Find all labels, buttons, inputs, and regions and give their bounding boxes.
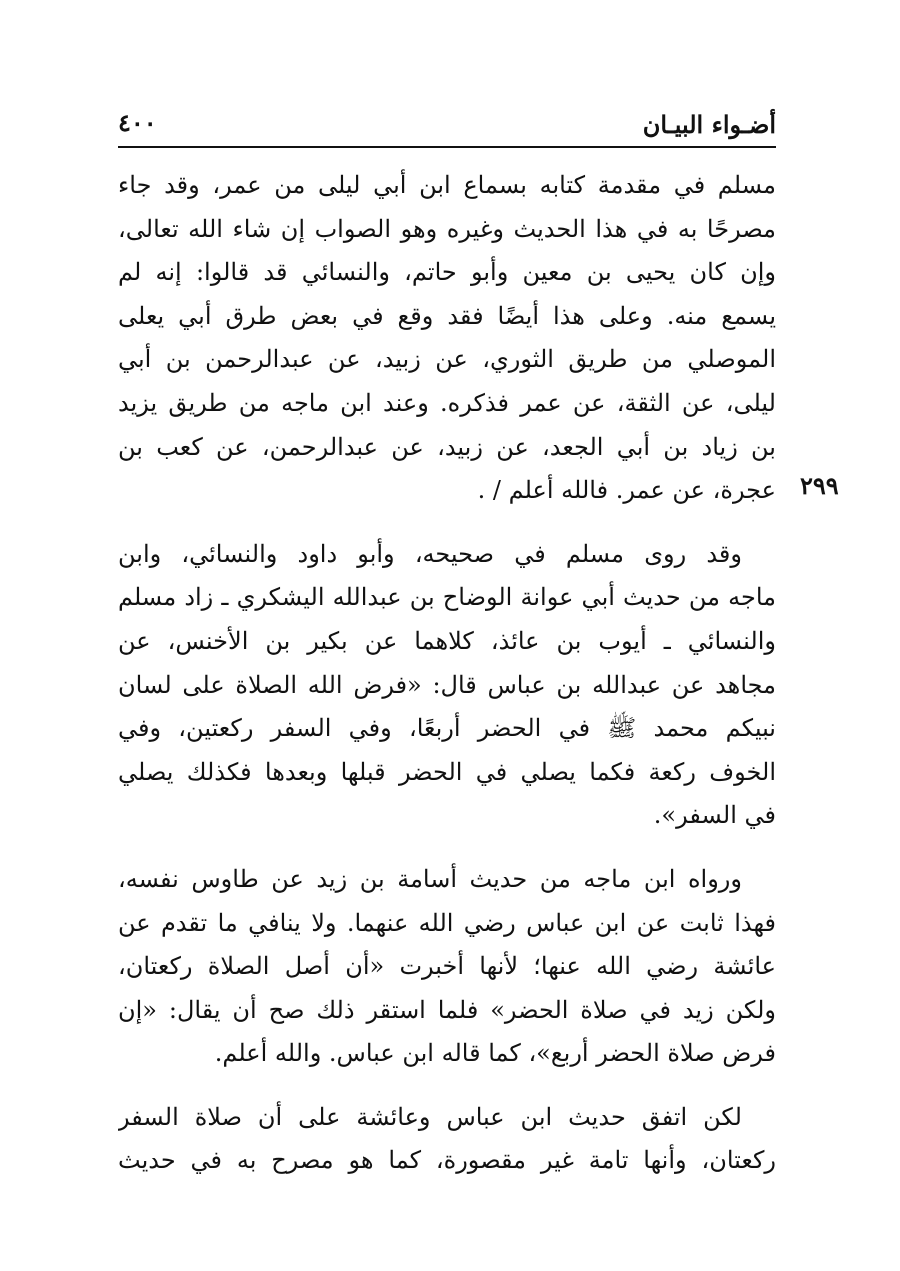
paragraph-3 (118, 858, 776, 1076)
paragraph-4 (118, 1096, 776, 1183)
text-line: ركعتان، وأنها تامة غير مقصورة، كما هو مصرح به في حديث (118, 1146, 776, 1175)
text-line: لكن اتفق حديث ابن عباس وعائشة على أن صلاة السفر (118, 1102, 742, 1131)
text-line: فهذا ثابت عن ابن عباس رضي الله عنهما. ولا ينافي ما تقدم عن (118, 908, 776, 937)
text-line: ليلى، عن الثقة، عن عمر فذكره. وعند ابن ماجه من طريق يزيد (118, 388, 776, 417)
text-line: فرض صلاة الحضر أربع»، كما قاله ابن عباس. والله أعلم. (214, 1039, 776, 1068)
paragraph-gap (118, 513, 776, 533)
running-header (118, 104, 776, 144)
text-line: مصرحًا به في هذا الحديث وغيره وهو الصواب إن شاء الله تعالى، (118, 214, 776, 243)
book-title: أضـواء البيـان (642, 110, 776, 139)
text-line: مسلم في مقدمة كتابه بسماع ابن أبي ليلى من عمر، وقد جاء (118, 171, 776, 199)
header-divider (118, 146, 776, 148)
text-line: نبيكم محمد ﷺ في الحضر أربعًا، وفي السفر ركعتين، وفي (118, 714, 776, 743)
text-line: ماجه من حديث أبي عوانة الوضاح بن عبدالله اليشكري ـ زاد مسلم (118, 583, 776, 612)
text-line: بن زياد بن أبي الجعد، عن زبيد، عن عبدالرحمن، عن كعب بن (118, 432, 776, 461)
text-line: والنسائي ـ أيوب بن عائذ، كلاهما عن بكير بن الأخنس، عن (118, 626, 776, 655)
text-line: عائشة رضي الله عنها؛ لأنها أخبرت «أن أصل الصلاة ركعتان، (118, 952, 776, 981)
text-line: يسمع منه. وعلى هذا أيضًا فقد وقع في بعض طرق أبي يعلى (118, 301, 776, 330)
text-line: وقد روى مسلم في صحيحه، وأبو داود والنسائي، وابن (118, 539, 742, 568)
text-line: مجاهد عن عبدالله بن عباس قال: «فرض الله الصلاة على لسان (118, 670, 776, 699)
paragraph-gap (118, 838, 776, 858)
margin-page-reference: ٢٩٩ (800, 471, 839, 500)
text-line: في السفر». (653, 801, 776, 830)
text-line: الخوف ركعة فكما يصلي في الحضر قبلها وبعدها فكذلك يصلي (118, 757, 776, 786)
page-body (118, 164, 776, 1183)
text-line: الموصلي من طريق الثوري، عن زبيد، عن عبدالرحمن بن أبي (118, 345, 776, 374)
text-line: ورواه ابن ماجه من حديث أسامة بن زيد عن طاوس نفسه، (118, 864, 742, 893)
paragraph-gap (118, 1076, 776, 1096)
paragraph-1 (118, 164, 776, 513)
page-number: ٤٠٠ (118, 108, 157, 137)
text-line: وإن كان يحيى بن معين وأبو حاتم، والنسائي قد قالوا: إنه لم (118, 258, 776, 287)
text-line: ولكن زيد في صلاة الحضر» فلما استقر ذلك صح أن يقال: «إن (118, 995, 776, 1024)
text-line: عجرة، عن عمر. فالله أعلم / . (477, 476, 776, 505)
paragraph-2 (118, 533, 776, 838)
